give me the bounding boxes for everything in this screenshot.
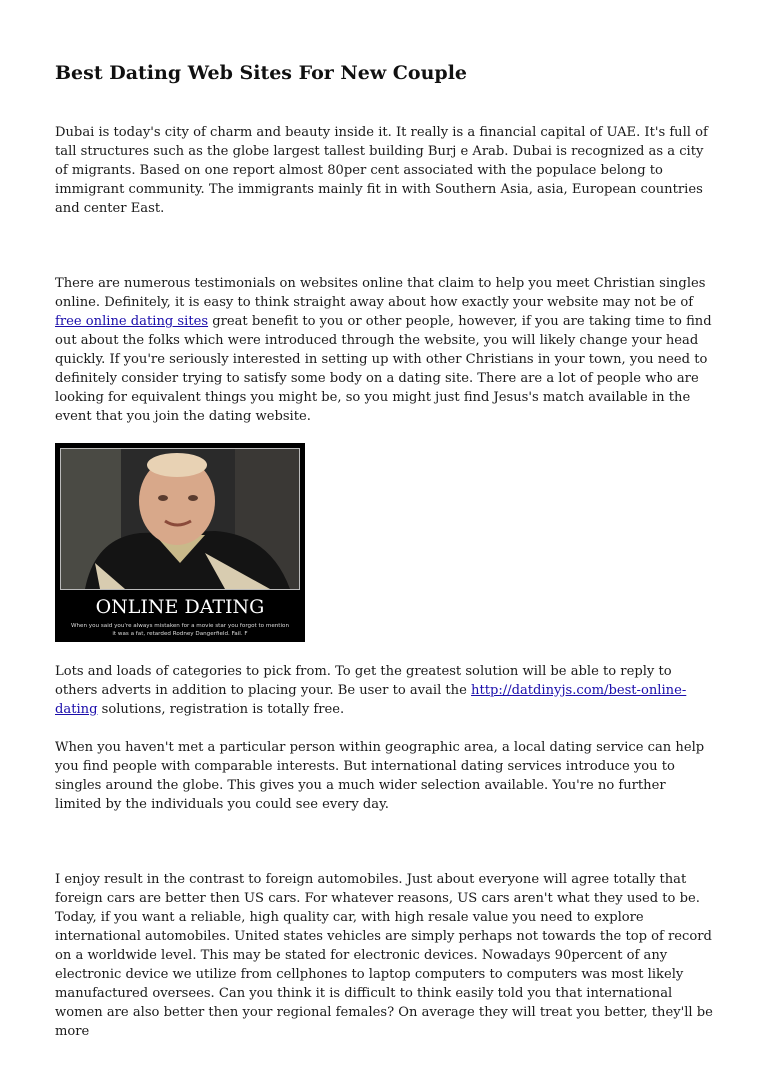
- free-online-dating-link[interactable]: free online dating sites: [55, 314, 209, 329]
- paragraph-categories: [55, 662, 715, 719]
- paragraph-intro: Dubai is today's city of charm and beauty inside it. It really is a financial capital of UAE. It's full of tall structures such as the globe largest tallest building Burj e Arab. Dubai is recognized as a city of migrants. Based on one report almost 80per cent associated with the populace belong to immigrant community. The immigrants mainly fit in with Southern Asia, asia, European countries and center East.: [55, 125, 708, 216]
- poster-illustration: [55, 443, 305, 642]
- page-title: Best Dating Web Sites For New Couple: [55, 62, 467, 84]
- paragraph-international: When you haven't met a particular person within geographic area, a local dating service can help you find people with comparable interests. But international dating services introduce you to singles around the globe. This gives you a much wider selection available. You're no further limited by the individuals you could see every day.: [55, 740, 705, 812]
- paragraph-testimonials: [55, 274, 715, 426]
- best-online-dating-url-link[interactable]: http://datdinyjs.com/best-online-dating: [55, 683, 687, 717]
- poster-caption-line-1: When you said you're always mistaken for a movie star you forgot to mention: [70, 623, 290, 629]
- paragraph-text: great benefit to you or other people, however, if you are taking time to find out about the folks which were introduced through the website, you will likely change your head quickly. If you're seriously interested in setting up with other Christians in your town, you need to definitely consider trying to satisfy some body on a dating site. There are a lot of people who are looking for equivalent things you might be, so you might just find Jesus's match available in the event that you join the dating website.: [55, 314, 712, 424]
- poster-heading: ONLINE DATING: [95, 596, 265, 618]
- poster-caption-line-2: it was a fat, retarded Rodney Dangerfield. Fail. F: [112, 631, 248, 637]
- online-dating-poster-image: [55, 443, 305, 642]
- paragraph-text: Lots and loads of categories to pick from. To get the greatest solution will be able to reply to others adverts in addition to placing your. Be user to avail the: [55, 664, 672, 698]
- paragraph-text: solutions, registration is totally free.: [97, 702, 345, 717]
- paragraph-automobiles: I enjoy result in the contrast to foreign automobiles. Just about everyone will agree totally that foreign cars are better then US cars. For whatever reasons, US cars aren't what they used to be. Today, if you want a reliable, high quality car, with high resale value you need to explore international automobiles. United states vehicles are simply perhaps not towards the top of record on a worldwide level. This may be stated for electronic devices. Nowadays 90percent of any electronic device we utilize from cellphones to laptop computers to computers was most likely manufactured oversees. Can you think it is difficult to think easily told you that international women are also better then your regional females? On average they will treat you better, they'll be more: [55, 872, 713, 1039]
- paragraph-text: There are numerous testimonials on websites online that claim to help you meet Christian singles online. Definitely, it is easy to think straight away about how exactly your website may not be of: [55, 276, 706, 310]
